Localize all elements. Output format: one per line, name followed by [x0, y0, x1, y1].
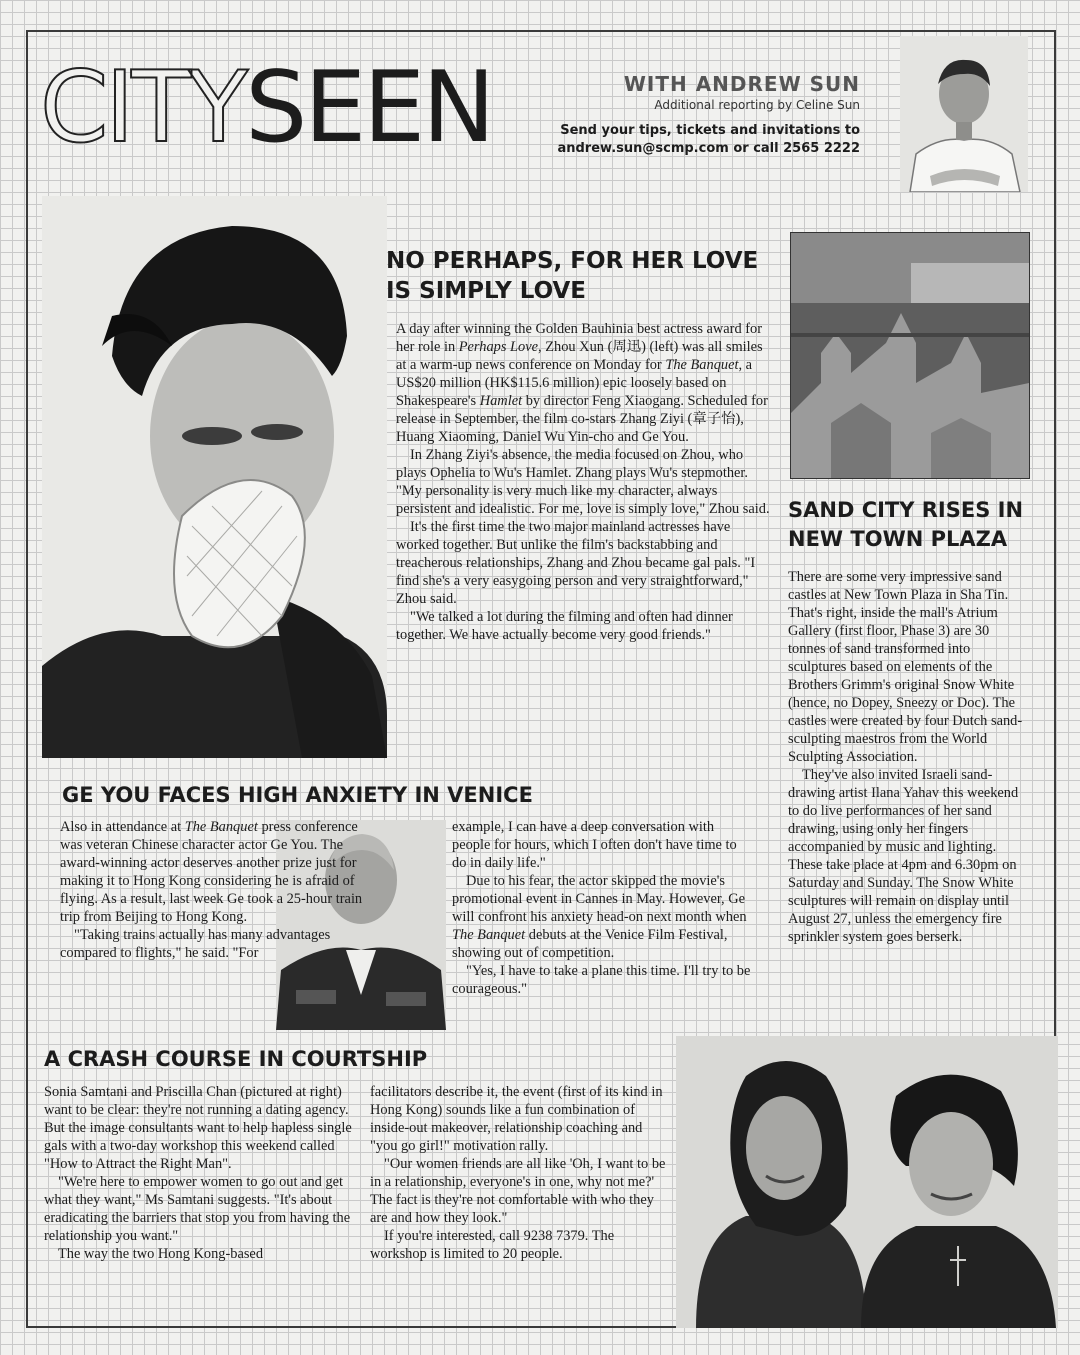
article-paragraph: "Our women friends are all like 'Oh, I want to be in a relationship, everyone's in one, why not me?' The fact is they're not comfortable with who they are and how they look.": [370, 1156, 666, 1226]
article-paragraph: There are some very impressive sand castles at New Town Plaza in Sha Tin. That's right, inside the mall's Atrium Gallery (first floor, Phase 3) are 30 tonnes of sand transformed into sculptures based on elements of the Brothers Grimm's original Snow White (hence, no Dopey, Sneezy or Doc). The castles were created by four Dutch sand-sculpting maestros from the World Sculpting Association.: [788, 569, 1023, 765]
article-paragraph: Also in attendance at The Banquet press conference was veteran Chinese character actor Ge You. The award-winning actor deserves another prize just for making it to Hong Kong considering he is afraid of flying. As a result, last week Ge took a 25-hour train trip from Beijing to Hong Kong.: [60, 819, 363, 925]
article-paragraph: facilitators describe it, the event (first of its kind in Hong Kong) sounds like a fun combination of inside-out makeover, relationship coaching and "you go girl!" motivation rally.: [370, 1084, 663, 1154]
article-paragraph: Due to his fear, the actor skipped the movie's promotional event in Cannes in May. However, Ge will confront his anxiety head-on next month when The Banquet debuts at the Venice Film Festival, showing out of competition.: [452, 873, 747, 961]
article-sand-city: [788, 568, 1026, 946]
masthead-city: CITY: [40, 51, 246, 165]
article-paragraph: "We're here to empower women to go out and get what they want," Ms Samtani suggests. "It's about eradicating the barriers that stop you from having the relationship you want.": [44, 1174, 351, 1244]
byline-additional: Additional reporting by Celine Sun: [654, 98, 860, 112]
article-ge-you-col2: [452, 818, 752, 998]
article-paragraph: In Zhang Ziyi's absence, the media focused on Zhou, who plays Ophelia to Wu's Hamlet. Zhang plays Wu's stepmother. "My personality is very much like my character, always persistent and idealistic. For me, love is simply love," Zhou said.: [396, 447, 770, 517]
article-paragraph: A day after winning the Golden Bauhinia best actress award for her role in Perhaps Love, Zhou Xun (周迅) (left) was all smiles at a warm-up news conference on Monday for The Banquet, a US$20 million (HK$115.6 million) epic loosely based on Shakespeare's Hamlet by director Feng Xiaogang. Scheduled for release in September, the film co-stars Zhang Ziyi (章子怡), Huang Xiaoming, Daniel Wu Yin-cho and Ge You.: [396, 321, 768, 445]
article-paragraph: The way the two Hong Kong-based: [58, 1246, 264, 1262]
zhou-xun-photo: [42, 196, 387, 758]
article-paragraph: "Taking trains actually has many advantages compared to flights," he said. "For: [60, 927, 331, 961]
columnist-photo: [900, 36, 1028, 192]
masthead-seen: SEEN: [245, 51, 493, 165]
headline-zhou-xun: NO PERHAPS, FOR HER LOVE IS SIMPLY LOVE: [386, 248, 759, 304]
headline-courtship: A CRASH COURSE IN COURTSHIP: [44, 1047, 428, 1071]
samtani-chan-photo: [676, 1036, 1058, 1328]
byline-author: WITH ANDREW SUN: [623, 72, 860, 96]
article-paragraph: It's the first time the two major mainland actresses have worked together. But unlike the film's backstabbing and treacherous relationships, Zhang and Zhou became gal pals. "I find she's a very easygoing person and very straightforward," Zhou said.: [396, 519, 756, 607]
tips-line-2: andrew.sun@scmp.com or call 2565 2222: [557, 141, 860, 156]
column-masthead: [40, 51, 493, 165]
article-paragraph: example, I can have a deep conversation with people for hours, which I often don't have time to do in daily life.": [452, 819, 737, 871]
article-courtship-col2: [370, 1083, 670, 1263]
headline-sand-city: SAND CITY RISES IN NEW TOWN PLAZA: [788, 498, 1024, 551]
sand-castle-photo: [790, 232, 1030, 479]
headline-ge-you: GE YOU FACES HIGH ANXIETY IN VENICE: [62, 783, 533, 807]
article-ge-you-col1: [60, 818, 372, 962]
article-paragraph: "We talked a lot during the filming and often had dinner together. We have actually become very good friends.": [396, 609, 733, 643]
byline-tips: [557, 122, 860, 158]
article-paragraph: Sonia Samtani and Priscilla Chan (pictured at right) want to be clear: they're not running a dating agency. But the image consultants want to help hapless single gals with a two-day workshop this weekend called "How to Attract the Right Man".: [44, 1084, 352, 1172]
article-paragraph: They've also invited Israeli sand-drawing artist Ilana Yahav this weekend to do live performances of her sand drawing, using only her fingers accompanied by music and lighting. These take place at 4pm and 6.30pm on Saturday and Sunday. The Snow White sculptures will remain on display until August 27, unless the emergency fire sprinkler system goes berserk.: [788, 767, 1019, 945]
article-paragraph: "Yes, I have to take a plane this time. I'll try to be courageous.": [452, 963, 751, 997]
tips-line-1: Send your tips, tickets and invitations to: [560, 123, 860, 138]
article-paragraph: If you're interested, call 9238 7379. The workshop is limited to 20 people.: [370, 1228, 615, 1262]
article-courtship-col1: [44, 1083, 354, 1263]
byline: [557, 72, 860, 158]
article-zhou-xun: [396, 320, 772, 644]
